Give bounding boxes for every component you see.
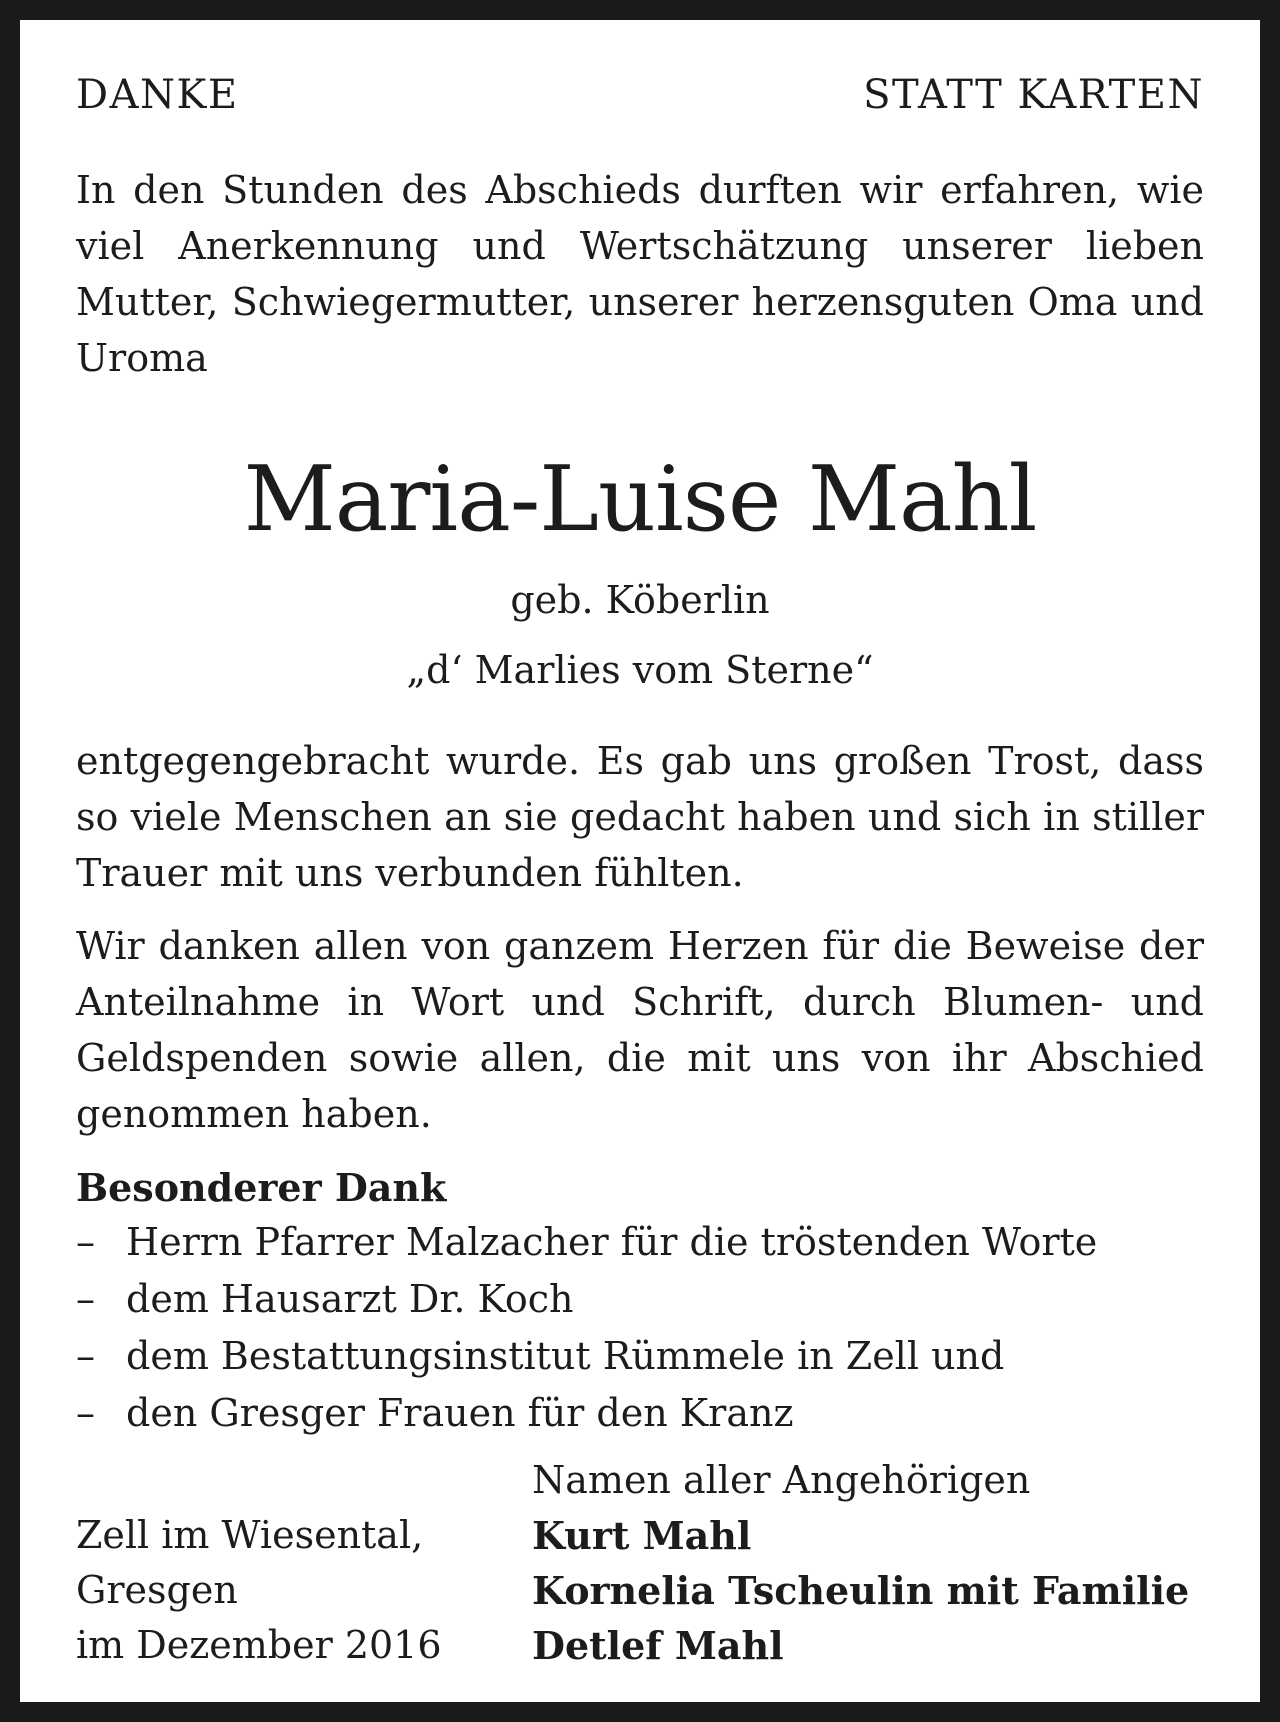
date-line: im Dezember 2016	[76, 1623, 442, 1667]
list-item	[76, 1328, 1097, 1385]
special-thanks-list	[76, 1214, 1097, 1442]
header-statt-karten: STATT KARTEN	[863, 72, 1204, 118]
family-member: Detlef Mahl	[532, 1623, 784, 1668]
paragraph-comfort: entgegengebracht wurde. Es gab uns großen Trost, dass so viele Menschen an sie gedacht haben und sich in stiller Trauer mit uns verbunden fühlten.	[76, 739, 1204, 895]
deceased-name: Maria-Luise Mahl	[243, 447, 1037, 552]
place-and-date	[76, 1508, 442, 1673]
list-item-text: dem Hausarzt Dr. Koch	[126, 1277, 574, 1321]
dash-bullet: –	[76, 1220, 95, 1264]
intro-paragraph: In den Stunden des Abschieds durften wir erfahren, wie viel Anerkennung und Wertschätzung unserer lieben Mutter, Schwiegermutter, unserer herzensguten Oma und Uroma	[76, 168, 1204, 380]
dash-bullet: –	[76, 1334, 95, 1378]
paragraph-thanks: Wir danken allen von ganzem Herzen für die Beweise der Anteilnahme in Wort und Schrift, durch Blumen- und Geldspenden sowie allen, die mit uns von ihr Abschied genommen haben.	[76, 924, 1204, 1136]
place-line: Gresgen	[76, 1568, 238, 1612]
list-item-text: den Gresger Frauen für den Kranz	[126, 1391, 794, 1435]
family-signature	[532, 1453, 1189, 1673]
dash-bullet: –	[76, 1391, 95, 1435]
dash-bullet: –	[76, 1277, 95, 1321]
family-member: Kurt Mahl	[532, 1513, 752, 1558]
place-line: Zell im Wiesental,	[76, 1513, 424, 1557]
header-danke: DANKE	[76, 72, 239, 118]
special-thanks-title: Besonderer Dank	[76, 1165, 447, 1210]
list-item	[76, 1385, 1097, 1442]
list-item-text: dem Bestattungsinstitut Rümmele in Zell und	[126, 1334, 1005, 1378]
list-item-text: Herrn Pfarrer Malzacher für die tröstenden Worte	[126, 1220, 1098, 1264]
header	[76, 72, 1204, 118]
obituary-card	[20, 20, 1260, 1702]
family-member: Kornelia Tscheulin mit Familie	[532, 1568, 1190, 1613]
birth-name: geb. Köberlin	[510, 578, 770, 622]
list-item	[76, 1271, 1097, 1328]
list-item	[76, 1214, 1097, 1271]
family-intro: Namen aller Angehörigen	[532, 1458, 1031, 1502]
nickname: „d‘ Marlies vom Sterne“	[406, 648, 874, 692]
